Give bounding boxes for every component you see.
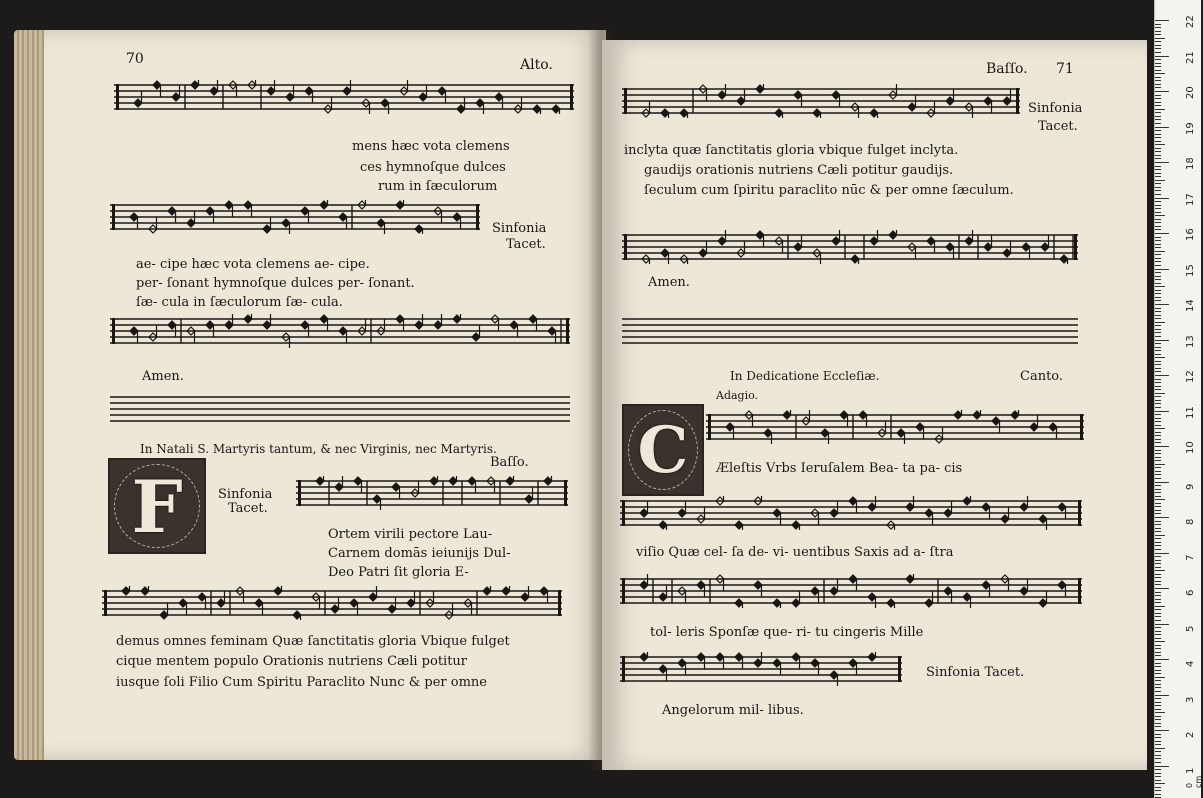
ruler-minor-tick [1155, 638, 1161, 639]
ruler-minor-tick [1155, 794, 1161, 795]
ruler-tick [1155, 411, 1169, 412]
ruler-tick [1155, 517, 1169, 518]
ruler-minor-tick [1155, 109, 1165, 110]
ruler-minor-tick [1155, 609, 1161, 610]
ruler-minor-tick [1155, 318, 1161, 319]
measuring-ruler [1154, 0, 1201, 798]
ruler-minor-tick [1155, 208, 1161, 209]
ruler-minor-tick [1155, 616, 1161, 617]
ruler-minor-tick [1155, 244, 1161, 245]
ruler-minor-tick [1155, 73, 1165, 74]
staff-right-4 [620, 496, 1082, 530]
ruler-minor-tick [1155, 141, 1161, 142]
section-heading-left: In Natali S. Martyris tantum, & nec Virginis, nec Martyris. [140, 442, 497, 456]
ruler-minor-tick [1155, 297, 1161, 298]
ruler-minor-tick [1155, 702, 1161, 703]
ruler-minor-tick [1155, 332, 1161, 333]
ruler-minor-tick [1155, 180, 1165, 181]
ruler-tick [1155, 695, 1169, 696]
ruler-minor-tick [1155, 354, 1161, 355]
ruler-minor-tick [1155, 155, 1161, 156]
ruler-minor-tick [1155, 592, 1161, 593]
ruler-minor-tick [1155, 687, 1161, 688]
ruler-minor-tick [1155, 712, 1165, 713]
ruler-minor-tick [1155, 158, 1161, 159]
ruler-minor-tick [1155, 130, 1161, 131]
ruler-minor-tick [1155, 95, 1161, 96]
ruler-label: 16 [1185, 228, 1196, 241]
ruler-minor-tick [1155, 286, 1165, 287]
ruler-minor-tick [1155, 336, 1161, 337]
ruler-minor-tick [1155, 212, 1161, 213]
ruler-minor-tick [1155, 606, 1165, 607]
ruler-minor-tick [1155, 531, 1161, 532]
ruler-tick [1155, 304, 1169, 305]
ruler-label: 11 [1185, 405, 1196, 419]
ruler-minor-tick [1155, 148, 1161, 149]
ruler-minor-tick [1155, 641, 1165, 642]
ruler-unit: 0 cm [1185, 775, 1203, 788]
ruler-minor-tick [1155, 773, 1161, 774]
tempo-marking: Adagio. [716, 389, 759, 402]
ruler-label: 3 [1185, 696, 1196, 703]
ruler-minor-tick [1155, 726, 1161, 727]
ruler-minor-tick [1155, 265, 1161, 266]
decorated-initial-f: F [108, 458, 206, 554]
ruler-tick [1155, 624, 1169, 625]
section-voice-left: Baſſo. [490, 455, 529, 470]
ruler-minor-tick [1155, 698, 1161, 699]
ruler-minor-tick [1155, 34, 1161, 35]
ruler-minor-tick [1155, 276, 1161, 277]
ruler-minor-tick [1155, 311, 1161, 312]
ruler-minor-tick [1155, 645, 1161, 646]
ruler-label: 2 [1185, 731, 1196, 738]
ruler-minor-tick [1155, 723, 1161, 724]
ruler-minor-tick [1155, 418, 1161, 419]
ruler-minor-tick [1155, 357, 1165, 358]
ruler-minor-tick [1155, 166, 1161, 167]
bottom-line1-left: demus omnes feminam Quæ ſanctitatis gloria Vbique fulget [116, 634, 510, 649]
ruler-minor-tick [1155, 190, 1161, 191]
ruler-minor-tick [1155, 567, 1161, 568]
staff-left-5 [102, 586, 562, 620]
ruler-minor-tick [1155, 751, 1161, 752]
ruler-tick [1155, 766, 1169, 767]
ruler-minor-tick [1155, 251, 1165, 252]
ruler-minor-tick [1155, 485, 1161, 486]
ruler-minor-tick [1155, 229, 1161, 230]
ruler-label: 20 [1185, 86, 1196, 99]
ruler-minor-tick [1155, 205, 1161, 206]
ruler-minor-tick [1155, 737, 1161, 738]
ruler-tick [1155, 162, 1169, 163]
staff-right-3 [706, 410, 1084, 444]
ruler-minor-tick [1155, 648, 1161, 649]
ruler-minor-tick [1155, 464, 1165, 465]
ruler-minor-tick [1155, 783, 1165, 784]
ruler-minor-tick [1155, 663, 1161, 664]
ruler-minor-tick [1155, 545, 1161, 546]
bottom-line2-left: cique mentem populo Orationis nutriens Cæli potitur [116, 654, 468, 669]
ruler-minor-tick [1155, 283, 1161, 284]
ruler-minor-tick [1155, 528, 1161, 529]
ruler-minor-tick [1155, 524, 1161, 525]
ruler-label: 12 [1185, 370, 1196, 383]
ruler-minor-tick [1155, 439, 1161, 440]
ruler-label: 19 [1185, 121, 1196, 135]
verse2-line3: ſæ- cula in ſæculorum ſæ- cula. [136, 295, 343, 310]
ruler-minor-tick [1155, 677, 1165, 678]
ruler-minor-tick [1155, 27, 1161, 28]
ruler-minor-tick [1155, 691, 1161, 692]
ruler-minor-tick [1155, 513, 1161, 514]
ruler-minor-tick [1155, 414, 1161, 415]
voice-label-left: Alto. [520, 57, 553, 73]
ruler-minor-tick [1155, 80, 1161, 81]
ruler-minor-tick [1155, 308, 1161, 309]
ruler-minor-tick [1155, 290, 1161, 291]
top-line1-right: inclyta quæ ſanctitatis gloria vbique fulget inclyta. [624, 143, 959, 158]
ruler-minor-tick [1155, 361, 1161, 362]
ruler-minor-tick [1155, 595, 1161, 596]
ruler-tick [1155, 269, 1169, 270]
page-number-right: 71 [1056, 61, 1074, 77]
ruler-minor-tick [1155, 215, 1165, 216]
staff-right-2 [622, 230, 1078, 264]
ruler-minor-tick [1155, 680, 1161, 681]
ruler-minor-tick [1155, 293, 1161, 294]
ruler-label: 5 [1185, 625, 1196, 632]
ruler-minor-tick [1155, 222, 1161, 223]
ruler-minor-tick [1155, 652, 1161, 653]
ruler-minor-tick [1155, 790, 1161, 791]
ruler-minor-tick [1155, 705, 1161, 706]
sinfonia-tacet-right-1b: Tacet. [1038, 119, 1078, 134]
hymn-line2-right: viſio Quæ cel- ſa de- vi- uentibus Saxis ad a- ſtra [636, 545, 954, 560]
ruler-tick [1155, 56, 1169, 57]
ruler-tick [1155, 659, 1169, 660]
ruler-minor-tick [1155, 787, 1161, 788]
ruler-minor-tick [1155, 403, 1161, 404]
ruler-minor-tick [1155, 762, 1161, 763]
ruler-minor-tick [1155, 577, 1161, 578]
ruler-minor-tick [1155, 581, 1161, 582]
ruler-minor-tick [1155, 219, 1161, 220]
ruler-minor-tick [1155, 521, 1161, 522]
ruler-minor-tick [1155, 226, 1161, 227]
ruler-minor-tick [1155, 183, 1161, 184]
ruler-tick [1155, 91, 1169, 92]
verse2-line2: per- ſonant hymnoſque dulces per- ſonant. [136, 276, 415, 291]
ruler-minor-tick [1155, 655, 1161, 656]
ruler-minor-tick [1155, 471, 1161, 472]
ruler-minor-tick [1155, 315, 1161, 316]
ruler-label: 13 [1185, 334, 1196, 348]
ruler-tick [1155, 340, 1169, 341]
ruler-minor-tick [1155, 538, 1161, 539]
ruler-minor-tick [1155, 467, 1161, 468]
ruler-minor-tick [1155, 45, 1161, 46]
ruler-minor-tick [1155, 599, 1161, 600]
ruler-minor-tick [1155, 169, 1161, 170]
ruler-minor-tick [1155, 400, 1161, 401]
ruler-minor-tick [1155, 329, 1161, 330]
ruler-tick [1155, 553, 1169, 554]
ruler-minor-tick [1155, 631, 1161, 632]
ruler-minor-tick [1155, 758, 1161, 759]
ruler-minor-tick [1155, 98, 1161, 99]
ruler-minor-tick [1155, 66, 1161, 67]
ruler-minor-tick [1155, 602, 1161, 603]
sinfonia-tacet-right-2: Sinfonia Tacet. [926, 665, 1025, 680]
ruler-minor-tick [1155, 613, 1161, 614]
staff-right-1 [622, 84, 1020, 118]
ruler-tick [1155, 198, 1169, 199]
amen-left: Amen. [142, 369, 184, 384]
ruler-minor-tick [1155, 457, 1161, 458]
ruler-label: 4 [1185, 660, 1196, 667]
ruler-minor-tick [1155, 510, 1161, 511]
ruler-minor-tick [1155, 442, 1161, 443]
sinfonia-tacet-left-1a: Sinfonia [492, 221, 547, 236]
ruler-minor-tick [1155, 41, 1161, 42]
ruler-minor-tick [1155, 425, 1161, 426]
hymn-line1-left: Ortem virili pectore Lau- [328, 527, 493, 542]
right-page [602, 40, 1147, 770]
ruler-minor-tick [1155, 38, 1165, 39]
hymn-line4-right: Angelorum mil- libus. [662, 703, 804, 718]
sinfonia-tacet-right-1a: Sinfonia [1028, 101, 1083, 116]
ruler-minor-tick [1155, 666, 1161, 667]
ruler-tick [1155, 730, 1169, 731]
ruler-label: 17 [1185, 192, 1196, 206]
page-number-left: 70 [126, 51, 144, 67]
left-page [44, 30, 606, 760]
ruler-minor-tick [1155, 347, 1161, 348]
ruler-minor-tick [1155, 63, 1161, 64]
ruler-minor-tick [1155, 322, 1165, 323]
staff-right-empty [622, 314, 1078, 348]
ruler-minor-tick [1155, 574, 1161, 575]
ruler-minor-tick [1155, 748, 1165, 749]
ruler-minor-tick [1155, 105, 1161, 106]
ruler-minor-tick [1155, 560, 1161, 561]
ruler-minor-tick [1155, 52, 1161, 53]
top-line3-right: ſeculum cum ſpiritu paraclito nūc & per omne ſæculum. [644, 183, 1014, 198]
ruler-minor-tick [1155, 112, 1161, 113]
ruler-minor-tick [1155, 87, 1161, 88]
ruler-minor-tick [1155, 496, 1161, 497]
ruler-minor-tick [1155, 300, 1161, 301]
ruler-minor-tick [1155, 492, 1161, 493]
ruler-tick [1155, 375, 1169, 376]
ruler-minor-tick [1155, 123, 1161, 124]
ruler-minor-tick [1155, 396, 1161, 397]
hymn-line3-left: Deo Patri ſit gloria E- [328, 565, 469, 580]
ruler-minor-tick [1155, 386, 1161, 387]
ruler-tick [1155, 588, 1169, 589]
ruler-minor-tick [1155, 634, 1161, 635]
ruler-tick [1155, 20, 1169, 21]
ruler-minor-tick [1155, 137, 1161, 138]
ruler-minor-tick [1155, 670, 1161, 671]
ruler-minor-tick [1155, 393, 1165, 394]
ruler-minor-tick [1155, 258, 1161, 259]
ruler-minor-tick [1155, 478, 1161, 479]
ruler-minor-tick [1155, 769, 1161, 770]
ruler-label: 1 [1185, 767, 1196, 774]
ruler-minor-tick [1155, 673, 1161, 674]
ruler-label: 22 [1185, 15, 1196, 28]
ruler-minor-tick [1155, 421, 1161, 422]
ruler-minor-tick [1155, 261, 1161, 262]
ruler-minor-tick [1155, 776, 1161, 777]
ruler-label: 6 [1185, 589, 1196, 596]
ruler-minor-tick [1155, 364, 1161, 365]
section-voice-right: Canto. [1020, 369, 1064, 384]
ruler-minor-tick [1155, 176, 1161, 177]
ruler-minor-tick [1155, 77, 1161, 78]
ruler-minor-tick [1155, 144, 1165, 145]
verse1-line2: ces hymnoſque dulces [360, 160, 506, 175]
ruler-minor-tick [1155, 272, 1161, 273]
staff-left-4 [296, 476, 568, 510]
ruler-label: 14 [1185, 299, 1196, 312]
ruler-minor-tick [1155, 435, 1161, 436]
ruler-minor-tick [1155, 780, 1161, 781]
ruler-minor-tick [1155, 719, 1161, 720]
ruler-minor-tick [1155, 84, 1161, 85]
top-line2-right: gaudijs orationis nutriens Cæli potitur gaudijs. [644, 163, 954, 178]
ruler-label: 15 [1185, 263, 1196, 277]
ruler-minor-tick [1155, 371, 1161, 372]
verse2-line1: ae- cipe hæc vota clemens ae- cipe. [136, 257, 370, 272]
ruler-minor-tick [1155, 407, 1161, 408]
ruler-label: 10 [1185, 441, 1196, 454]
ruler-minor-tick [1155, 549, 1161, 550]
ruler-tick [1155, 233, 1169, 234]
ruler-minor-tick [1155, 503, 1161, 504]
ruler-minor-tick [1155, 343, 1161, 344]
ruler-minor-tick [1155, 279, 1161, 280]
ruler-tick [1155, 127, 1169, 128]
ruler-minor-tick [1155, 237, 1161, 238]
ruler-minor-tick [1155, 535, 1165, 536]
ruler-label: 21 [1185, 50, 1196, 64]
ruler-label: 18 [1185, 157, 1196, 170]
ruler-minor-tick [1155, 102, 1161, 103]
hymn-line2-left: Carnem domās ieiunijs Dul- [328, 546, 511, 561]
ruler-minor-tick [1155, 734, 1161, 735]
ruler-minor-tick [1155, 325, 1161, 326]
sinfonia-tacet-left-2a: Sinfonia [218, 487, 273, 502]
ruler-label: 7 [1185, 554, 1196, 561]
ruler-minor-tick [1155, 116, 1161, 117]
ruler-minor-tick [1155, 741, 1161, 742]
decorated-initial-c: C [622, 404, 704, 496]
hymn-line1-right: Æleſtis Vrbs Ieruſalem Bea- ta pa- cis [716, 461, 963, 476]
ruler-minor-tick [1155, 119, 1161, 120]
staff-left-1 [114, 80, 574, 114]
ruler-minor-tick [1155, 240, 1161, 241]
ruler-minor-tick [1155, 506, 1161, 507]
ruler-minor-tick [1155, 627, 1161, 628]
ruler-tick [1155, 482, 1169, 483]
ruler-minor-tick [1155, 716, 1161, 717]
ruler-minor-tick [1155, 201, 1161, 202]
ruler-minor-tick [1155, 460, 1161, 461]
ruler-minor-tick [1155, 368, 1161, 369]
ruler-minor-tick [1155, 428, 1165, 429]
ruler-minor-tick [1155, 247, 1161, 248]
verse1-line3: rum in ſæculorum [378, 179, 498, 194]
ruler-minor-tick [1155, 432, 1161, 433]
ruler-minor-tick [1155, 584, 1161, 585]
ruler-minor-tick [1155, 254, 1161, 255]
ruler-minor-tick [1155, 474, 1161, 475]
ruler-tick [1155, 446, 1169, 447]
ruler-minor-tick [1155, 194, 1161, 195]
ruler-label: 8 [1185, 518, 1196, 525]
ruler-minor-tick [1155, 755, 1161, 756]
ruler-minor-tick [1155, 709, 1161, 710]
ruler-minor-tick [1155, 744, 1161, 745]
staff-left-3 [110, 314, 570, 348]
staff-right-5 [620, 574, 1082, 608]
ruler-minor-tick [1155, 563, 1161, 564]
ruler-label: 9 [1185, 483, 1196, 490]
ruler-minor-tick [1155, 350, 1161, 351]
ruler-minor-tick [1155, 684, 1161, 685]
ruler-minor-tick [1155, 59, 1161, 60]
sinfonia-tacet-left-1b: Tacet. [506, 237, 546, 252]
section-heading-right: In Dedicatione Eccleſiæ. [730, 369, 880, 383]
ruler-minor-tick [1155, 556, 1161, 557]
voice-label-right: Baſſo. [986, 61, 1028, 77]
ruler-minor-tick [1155, 151, 1161, 152]
staff-left-empty [110, 392, 570, 426]
ruler-minor-tick [1155, 173, 1161, 174]
verse1-line1: mens hæc vota clemens [352, 139, 510, 154]
bottom-line3-left: iusque ſoli Filio Cum Spiritu Paraclito Nunc & per omne [116, 675, 488, 690]
ruler-minor-tick [1155, 31, 1161, 32]
hymn-line3-right: tol- leris Sponſæ que- ri- tu cingeris Mille [650, 625, 924, 640]
ruler-minor-tick [1155, 24, 1161, 25]
ruler-minor-tick [1155, 187, 1161, 188]
ruler-minor-tick [1155, 382, 1161, 383]
ruler-minor-tick [1155, 499, 1165, 500]
ruler-minor-tick [1155, 70, 1161, 71]
ruler-minor-tick [1155, 48, 1161, 49]
ruler-minor-tick [1155, 379, 1161, 380]
ruler-minor-tick [1155, 134, 1161, 135]
staff-right-6 [620, 652, 902, 686]
amen-right: Amen. [648, 275, 690, 290]
sinfonia-tacet-left-2b: Tacet. [228, 501, 268, 516]
ruler-minor-tick [1155, 450, 1161, 451]
ruler-minor-tick [1155, 570, 1165, 571]
ruler-minor-tick [1155, 620, 1161, 621]
ruler-minor-tick [1155, 489, 1161, 490]
ruler-minor-tick [1155, 453, 1161, 454]
staff-left-2 [110, 200, 480, 234]
ruler-minor-tick [1155, 389, 1161, 390]
ruler-minor-tick [1155, 542, 1161, 543]
